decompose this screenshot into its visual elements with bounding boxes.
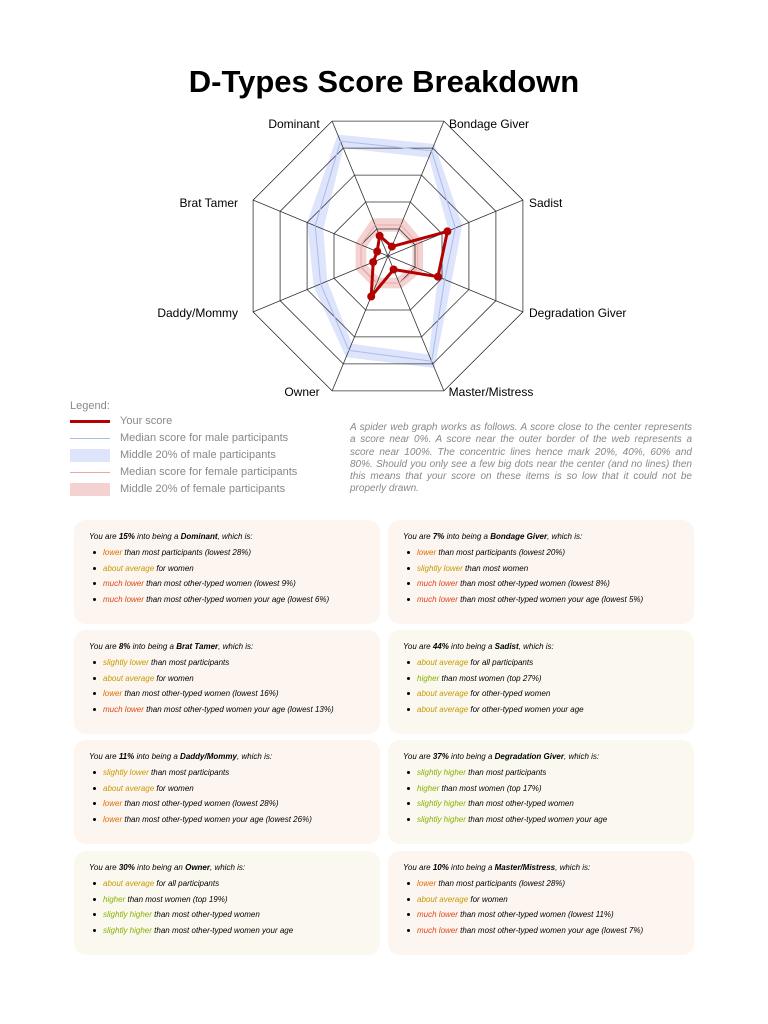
your-score-point	[369, 258, 377, 266]
comparison-qualifier: about average	[417, 658, 469, 667]
comparison-text: than most other-typed women your age	[465, 814, 608, 824]
your-score-point	[390, 266, 398, 274]
comparison-item	[403, 815, 607, 831]
comparison-qualifier: much lower	[417, 910, 458, 919]
type-name: Daddy/Mommy	[180, 752, 237, 761]
heading-text: into being a	[134, 752, 181, 761]
comparison-qualifier: much lower	[417, 594, 458, 604]
comparison-qualifier: slightly higher	[417, 799, 466, 808]
comparison-item	[89, 595, 329, 611]
comparison-item	[403, 674, 584, 690]
comparison-text: for women	[154, 563, 194, 573]
comparison-item	[89, 658, 334, 674]
score-card-heading	[403, 752, 599, 761]
male-middle-20-band	[307, 135, 462, 368]
comparison-text: for women	[154, 783, 194, 793]
your-score-point	[388, 243, 396, 251]
type-name: Master/Mistress	[494, 863, 556, 872]
score-card	[388, 740, 694, 844]
heading-text: into being a	[444, 532, 491, 541]
heading-text: You are	[403, 863, 433, 872]
heading-text: You are	[89, 532, 119, 541]
heading-text: , which is:	[564, 752, 600, 761]
comparison-text: for women	[468, 894, 508, 904]
comparison-text: for all participants	[154, 879, 220, 888]
comparison-item	[403, 784, 607, 800]
comparison-text: than most other-typed women	[465, 799, 574, 808]
comparison-item	[403, 595, 643, 611]
score-card-heading	[89, 752, 272, 761]
comparison-item	[403, 658, 584, 674]
score-card-heading	[89, 642, 253, 651]
comparison-item	[403, 579, 643, 595]
legend-label: Middle 20% of male participants	[120, 449, 276, 461]
comparison-text: than most participants	[148, 768, 230, 777]
comparison-text: than most participants	[465, 768, 547, 777]
axis-label: Owner	[284, 385, 320, 399]
legend-label: Median score for female participants	[120, 466, 298, 478]
legend-label: Median score for male participants	[120, 432, 289, 444]
axis-label: Bondage Giver	[448, 117, 530, 131]
comparison-qualifier: lower	[103, 799, 123, 808]
comparison-item	[89, 768, 312, 784]
comparison-text: than most other-typed women your age	[151, 925, 294, 935]
comparison-list	[89, 658, 334, 720]
comparison-qualifier: higher	[417, 673, 440, 683]
comparison-qualifier: lower	[417, 879, 437, 888]
type-name: Owner	[185, 863, 210, 872]
score-percent: 15%	[118, 532, 135, 541]
comparison-item	[89, 799, 312, 815]
comparison-item	[89, 926, 293, 942]
score-card	[74, 851, 380, 955]
comparison-text: for other-typed women your age	[468, 704, 584, 714]
comparison-item	[403, 910, 643, 926]
heading-text: , which is:	[218, 642, 254, 651]
comparison-qualifier: much lower	[103, 704, 144, 714]
score-card	[74, 630, 380, 734]
axis-label: Master/Mistress	[448, 385, 534, 399]
heading-text: You are	[403, 752, 433, 761]
comparison-qualifier: slightly higher	[417, 814, 466, 824]
legend-swatch	[70, 420, 110, 423]
heading-text: You are	[89, 752, 119, 761]
heading-text: into being an	[134, 863, 186, 872]
axis-label: Degradation Giver	[529, 306, 627, 320]
score-percent: 8%	[118, 642, 131, 651]
heading-text: into being a	[448, 642, 495, 651]
comparison-qualifier: much lower	[103, 594, 144, 604]
legend-swatch	[70, 483, 110, 496]
comparison-qualifier: much lower	[103, 579, 144, 588]
comparison-item	[403, 799, 607, 815]
comparison-item	[89, 879, 293, 895]
score-card	[388, 520, 694, 624]
score-card-heading	[403, 532, 582, 541]
your-score-point	[376, 232, 384, 240]
comparison-qualifier: lower	[417, 548, 437, 557]
score-card	[388, 851, 694, 955]
your-score-point	[434, 273, 442, 281]
comparison-text: than most participants	[148, 658, 230, 667]
comparison-qualifier: much lower	[417, 579, 458, 588]
heading-text: , which is:	[217, 532, 253, 541]
legend-swatch	[70, 449, 110, 462]
comparison-list	[89, 879, 293, 941]
comparison-item	[403, 879, 643, 895]
heading-text: , which is:	[518, 642, 554, 651]
comparison-qualifier: slightly higher	[417, 768, 466, 777]
comparison-text: than most participants (lowest 28%)	[436, 879, 566, 888]
score-card-heading	[89, 532, 253, 541]
heading-text: into being a	[130, 642, 177, 651]
heading-text: You are	[89, 863, 119, 872]
score-percent: 30%	[118, 863, 135, 872]
comparison-item	[89, 910, 293, 926]
comparison-list	[403, 658, 584, 720]
heading-text: You are	[89, 642, 119, 651]
type-name: Dominant	[180, 532, 218, 541]
page-title: D-Types Score Breakdown	[188, 64, 580, 99]
comparison-text: than most other-typed women (lowest 9%)	[143, 579, 296, 588]
comparison-list	[89, 548, 329, 610]
axis-label: Daddy/Mommy	[157, 306, 238, 320]
heading-text: , which is:	[210, 863, 246, 872]
legend-label: Your score	[120, 415, 173, 427]
comparison-qualifier: about average	[103, 563, 155, 573]
comparison-item	[403, 564, 643, 580]
comparison-qualifier: about average	[103, 673, 155, 683]
heading-text: You are	[403, 532, 433, 541]
comparison-list	[403, 548, 643, 610]
score-percent: 44%	[432, 642, 449, 651]
type-name: Bondage Giver	[490, 532, 548, 541]
comparison-qualifier: slightly higher	[103, 910, 152, 919]
score-card	[388, 630, 694, 734]
heading-text: , which is:	[236, 752, 273, 761]
comparison-item	[89, 784, 312, 800]
score-percent: 7%	[432, 532, 445, 541]
type-name: Brat Tamer	[176, 642, 219, 651]
heading-text: into being a	[448, 863, 495, 872]
comparison-qualifier: slightly lower	[417, 563, 463, 573]
comparison-qualifier: about average	[417, 894, 469, 904]
comparison-qualifier: slightly higher	[103, 925, 152, 935]
comparison-text: than most other-typed women	[151, 910, 260, 919]
legend-swatch	[70, 472, 110, 473]
comparison-text: than most participants (lowest 28%)	[122, 548, 252, 557]
score-card	[74, 520, 380, 624]
comparison-qualifier: about average	[103, 879, 155, 888]
score-card-heading	[89, 863, 245, 872]
score-percent: 37%	[432, 752, 449, 761]
comparison-text: than most other-typed women (lowest 11%)	[457, 910, 614, 919]
score-card	[74, 740, 380, 844]
radar-chart	[0, 0, 768, 400]
type-name: Sadist	[494, 642, 519, 651]
comparison-text: for women	[154, 673, 194, 683]
legend-label: Middle 20% of female participants	[120, 483, 286, 495]
comparison-item	[403, 689, 584, 705]
comparison-list	[403, 768, 607, 830]
comparison-qualifier: lower	[103, 548, 123, 557]
axis-label: Sadist	[529, 196, 563, 210]
heading-text: into being a	[448, 752, 495, 761]
comparison-item	[403, 768, 607, 784]
score-card-heading	[403, 642, 554, 651]
comparison-item	[89, 815, 312, 831]
heading-text: , which is:	[555, 863, 591, 872]
legend-swatch	[70, 438, 110, 439]
comparison-text: than most other-typed women your age (lowest 13%)	[143, 704, 334, 714]
comparison-qualifier: much lower	[417, 925, 458, 935]
heading-text: You are	[403, 642, 433, 651]
comparison-text: than most other-typed women your age (lowest 5%)	[457, 594, 644, 604]
score-card-heading	[403, 863, 590, 872]
comparison-qualifier: about average	[417, 704, 469, 714]
axis-label: Brat Tamer	[179, 196, 238, 210]
comparison-list	[89, 768, 312, 830]
comparison-text: than most other-typed women (lowest 8%)	[457, 579, 610, 588]
comparison-item	[403, 548, 643, 564]
comparison-item	[89, 564, 329, 580]
comparison-item	[89, 895, 293, 911]
comparison-text: than most women (top 17%)	[439, 783, 542, 793]
comparison-item	[89, 548, 329, 564]
score-percent: 11%	[118, 752, 135, 761]
comparison-item	[403, 705, 584, 721]
comparison-item	[403, 926, 643, 942]
comparison-text: for all participants	[468, 658, 534, 667]
comparison-qualifier: lower	[103, 814, 123, 824]
your-score-point	[367, 293, 375, 301]
comparison-item	[89, 689, 334, 705]
comparison-qualifier: slightly lower	[103, 768, 149, 777]
comparison-list	[403, 879, 643, 941]
comparison-item	[89, 705, 334, 721]
chart-explanation-note: A spider web graph works as follows. A score close to the center represents a score near 0%. A score near the outer border of the web represents a score near 100%. The concentric lines hence mark 20%, 40%, 60% and 80%. Should you only see a few big dots near the center (and no lines) then this means that your score on these items is so low that it could not be properly drawn.	[350, 422, 692, 495]
heading-text: into being a	[134, 532, 181, 541]
score-percent: 10%	[432, 863, 449, 872]
comparison-item	[89, 579, 329, 595]
type-name: Degradation Giver	[494, 752, 564, 761]
comparison-text: than most participants (lowest 20%)	[436, 548, 566, 557]
comparison-qualifier: about average	[103, 783, 155, 793]
comparison-text: than most other-typed women (lowest 28%)	[122, 799, 279, 808]
comparison-text: than most other-typed women (lowest 16%)	[122, 689, 279, 698]
comparison-text: for other-typed women	[468, 689, 551, 698]
comparison-text: than most other-typed women your age (lowest 26%)	[122, 814, 312, 824]
comparison-text: than most women	[462, 563, 529, 573]
axis-label: Dominant	[268, 117, 320, 131]
comparison-text: than most women (top 27%)	[439, 673, 542, 683]
your-score-point	[373, 248, 381, 256]
comparison-item	[89, 674, 334, 690]
legend-title: Legend:	[70, 400, 110, 412]
heading-text: , which is:	[547, 532, 583, 541]
comparison-text: than most women (top 19%)	[125, 894, 228, 904]
comparison-qualifier: about average	[417, 689, 469, 698]
comparison-qualifier: higher	[417, 783, 440, 793]
comparison-qualifier: lower	[103, 689, 123, 698]
your-score-point	[443, 227, 451, 235]
comparison-item	[403, 895, 643, 911]
comparison-qualifier: higher	[103, 894, 126, 904]
comparison-qualifier: slightly lower	[103, 658, 149, 667]
comparison-text: than most other-typed women your age (lowest 7%)	[457, 925, 644, 935]
comparison-text: than most other-typed women your age (lowest 6%)	[143, 594, 330, 604]
